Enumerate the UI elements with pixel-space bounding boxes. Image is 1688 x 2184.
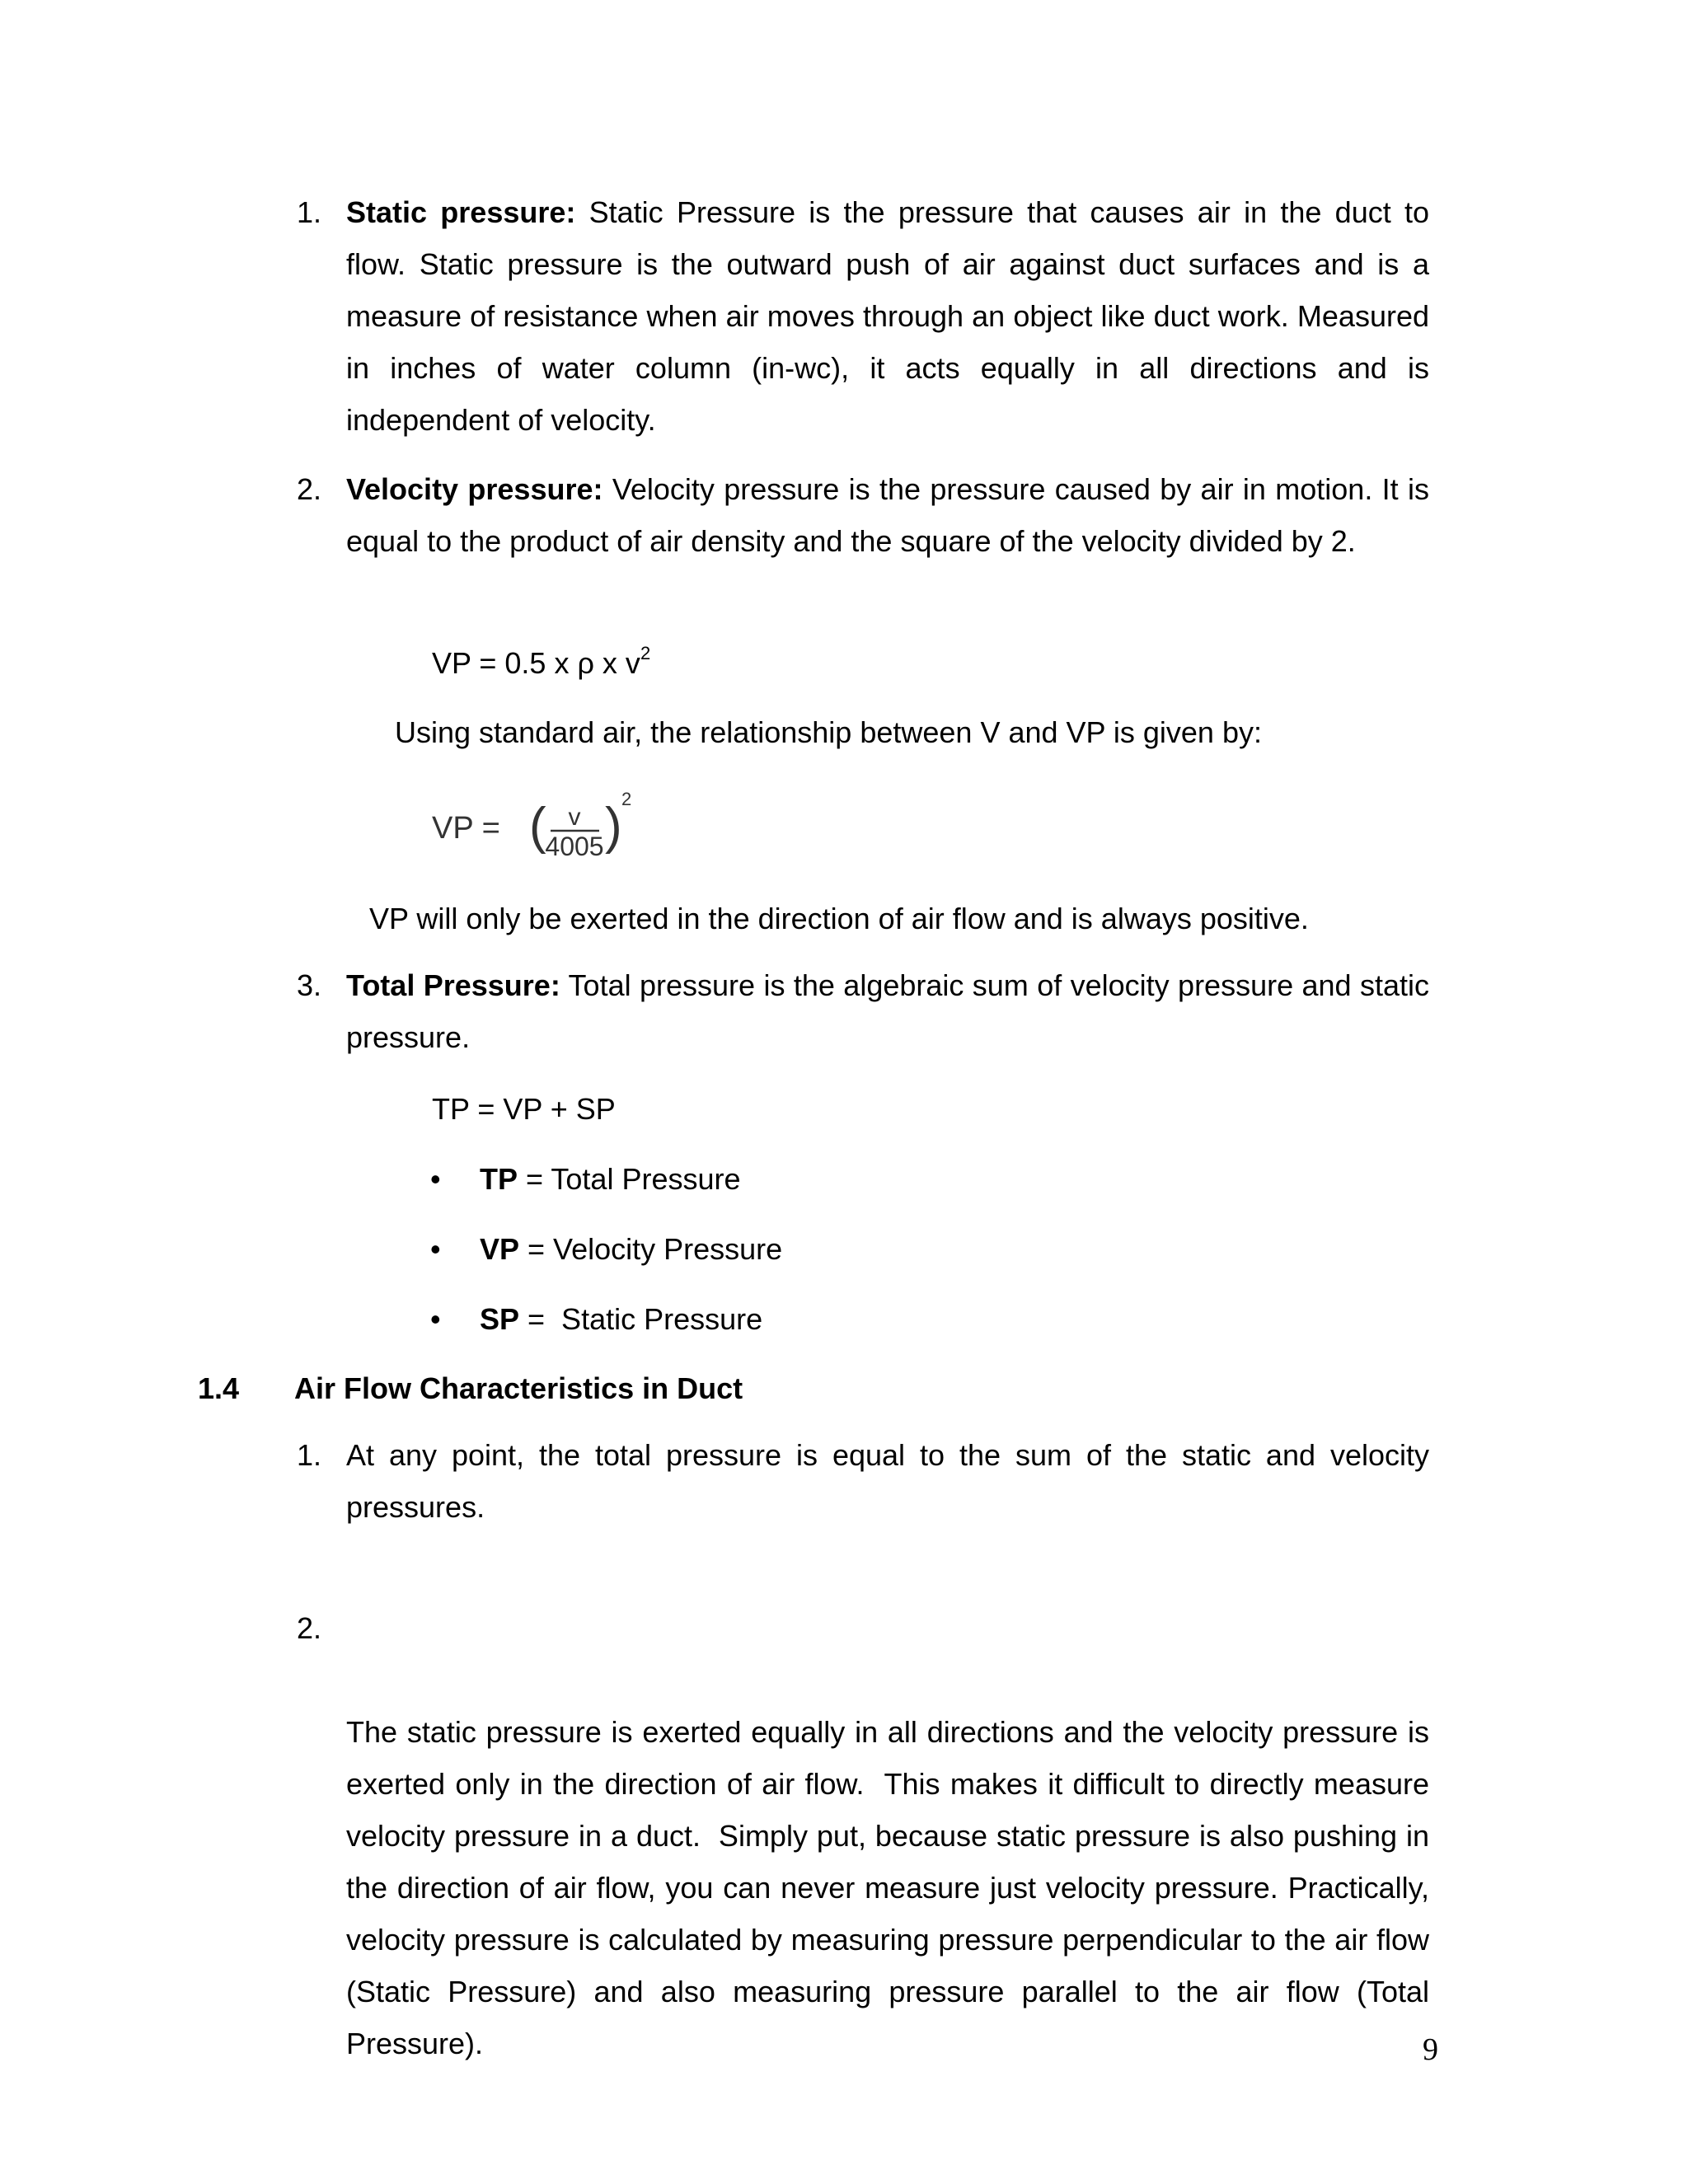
left-paren-icon: ( (529, 798, 546, 855)
right-paren-icon: ) (605, 798, 622, 855)
paragraph: At any point, the total pressure is equal to the sum of the static and velocity pressures. (346, 1438, 1429, 1524)
bullet-icon: • (430, 1162, 441, 1196)
vp-direction-text: VP will only be exerted in the direction of air flow and is always positive. (369, 902, 1309, 935)
tp-formula: TP = VP + SP (432, 1092, 616, 1126)
bullet-icon: • (430, 1232, 441, 1266)
section-title: Air Flow Characteristics in Duct (294, 1371, 743, 1405)
term: Total Pressure: (346, 968, 560, 1002)
abbreviation: VP (480, 1232, 520, 1266)
paragraph (346, 959, 1429, 1063)
list-number: 3. (297, 968, 322, 1002)
abbreviation-meaning: = Velocity Pressure (519, 1232, 783, 1266)
list-item-characteristic-2 (297, 1550, 1438, 2173)
paragraph: The static pressure is exerted equally in all directions and the velocity pressure is exerted only in the direction of air flow. This makes it difficult to directly measure velocity pressure in a duct. Simply put, because static pressure is also pushing in the direction of air flow, you can never measure just velocity pressure. Practically, velocity pressure is calculated by measuring pressure perpendicular to the air flow (Static Pressure) and also measuring pressure parallel to the air flow (Total Pressure). (346, 1715, 1438, 2060)
vp-formula-base: VP = 0.5 x ρ x v (432, 646, 640, 680)
vp-formula (432, 637, 650, 689)
abbreviation-meaning: = Total Pressure (518, 1162, 741, 1196)
vp-fraction-formula (432, 787, 679, 869)
abbreviation: TP (480, 1162, 518, 1196)
abbreviation-meaning: = Static Pressure (519, 1302, 763, 1336)
section-number: 1.4 (198, 1371, 240, 1405)
list-item-characteristic-1 (297, 1429, 1429, 1533)
vp-fraction-numerator: v (568, 804, 581, 831)
vp-fraction-lhs: VP = (432, 811, 500, 846)
vp-fraction-exponent: 2 (621, 789, 632, 809)
list-number: 1. (297, 195, 322, 229)
list-number: 2. (297, 472, 322, 506)
paragraph (346, 186, 1429, 446)
page-number: 9 (1423, 2032, 1438, 2067)
definition-text: Total pressure is the algebraic sum of velocity pressure and static pressure. (346, 968, 1429, 1054)
paragraph (346, 463, 1429, 567)
list-item-velocity-pressure (297, 463, 1430, 567)
list-item-static-pressure (297, 186, 1430, 446)
definition-text: Static Pressure is the pressure that causes air in the duct to flow. Static pressure is the outward push of air against duct surfaces and is a measure of resistance when air moves through an object like duct work. Measured in inches of water column (in-wc), it acts equally in all directions and is independent of velocity. (346, 195, 1430, 437)
term: Velocity pressure: (346, 472, 603, 506)
vp-formula-exponent: 2 (640, 643, 651, 663)
abbreviation: SP (480, 1302, 520, 1336)
list-item-total-pressure (297, 959, 1429, 1063)
list-number: 2. (297, 1611, 322, 1645)
term: Static pressure: (346, 195, 576, 229)
bullet-icon: • (430, 1302, 441, 1336)
list-number: 1. (297, 1438, 322, 1472)
standard-air-text: Using standard air, the relationship between V and VP is given by: (395, 715, 1262, 749)
definition-text: Velocity pressure is the pressure caused by air in motion. It is equal to the product of air density and the square of the velocity divided by 2. (346, 472, 1430, 558)
vp-fraction-denominator: 4005 (545, 832, 604, 861)
